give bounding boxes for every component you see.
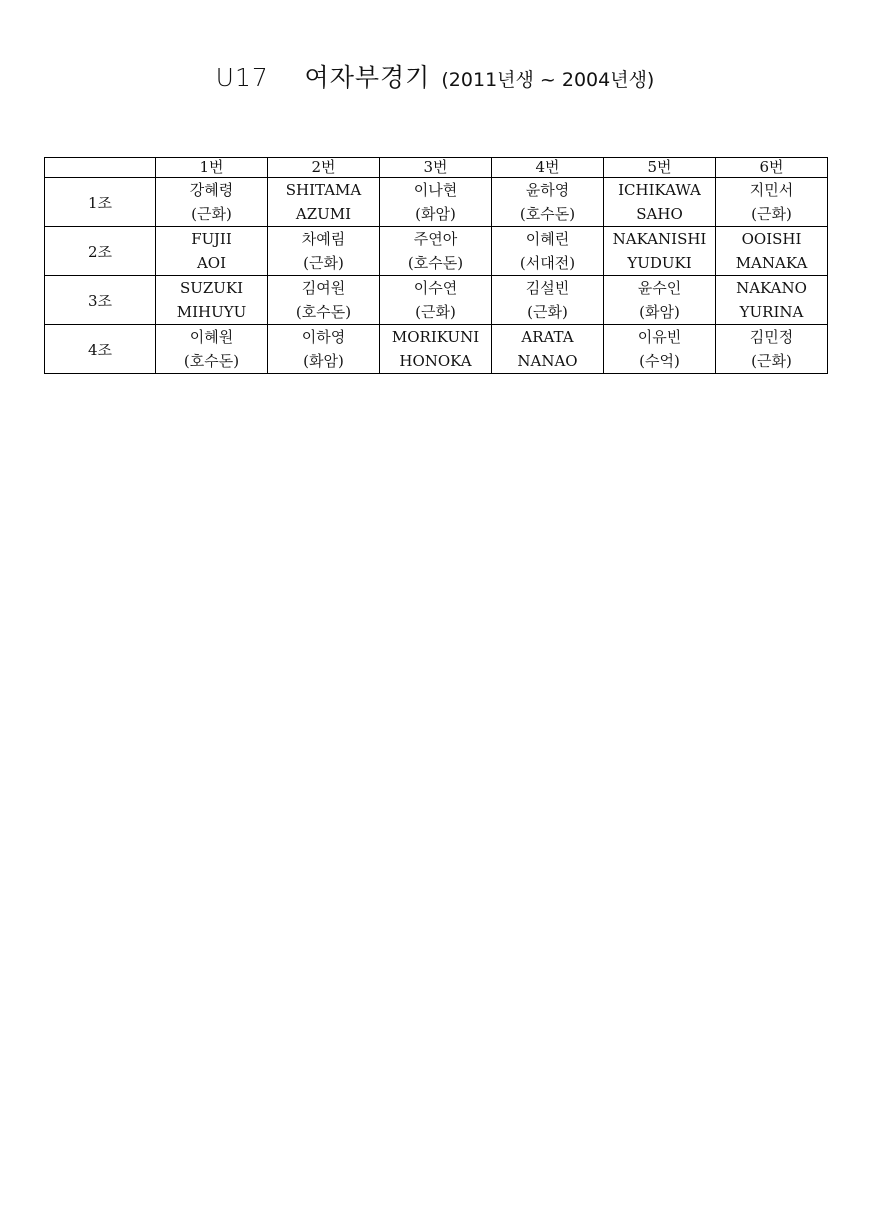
player-name: 차예림 — [301, 230, 346, 248]
player-name: MORIKUNI — [391, 328, 480, 346]
column-header: 2번 — [268, 158, 380, 178]
player-team: (근화) — [303, 254, 344, 272]
player-cell — [604, 325, 716, 374]
player-cell — [268, 178, 380, 227]
player-team: (근화) — [751, 352, 792, 370]
table-row — [45, 178, 828, 227]
player-name: 이혜린 — [525, 230, 570, 248]
group-label: 2조 — [45, 227, 156, 276]
player-name: 이나현 — [413, 181, 458, 199]
player-cell — [604, 227, 716, 276]
player-cell — [716, 276, 828, 325]
player-name: 이수연 — [413, 279, 458, 297]
player-team: (화암) — [415, 205, 456, 223]
player-cell — [604, 178, 716, 227]
player-name: 김설빈 — [525, 279, 570, 297]
player-team: (호수돈) — [519, 205, 576, 223]
player-cell — [492, 276, 604, 325]
player-team: (근화) — [751, 205, 792, 223]
player-team: AZUMI — [295, 205, 352, 223]
player-name: 강혜령 — [189, 181, 234, 199]
player-name: 주연아 — [413, 230, 458, 248]
player-name: NAKANO — [736, 279, 807, 297]
player-cell — [716, 178, 828, 227]
group-label: 3조 — [45, 276, 156, 325]
player-cell — [380, 325, 492, 374]
player-cell — [380, 276, 492, 325]
player-cell — [716, 325, 828, 374]
player-team: YUDUKI — [627, 254, 692, 272]
player-cell — [156, 276, 268, 325]
column-header: 1번 — [156, 158, 268, 178]
player-team: (근화) — [191, 205, 232, 223]
player-team: (수억) — [639, 352, 680, 370]
player-name: ICHIKAWA — [618, 181, 701, 199]
player-team: MANAKA — [735, 254, 808, 272]
group-label: 1조 — [45, 178, 156, 227]
player-name: OOISHI — [741, 230, 802, 248]
player-team: (서대전) — [519, 254, 576, 272]
column-header: 3번 — [380, 158, 492, 178]
player-cell — [156, 178, 268, 227]
player-cell — [492, 227, 604, 276]
player-name: NAKANISHI — [612, 230, 707, 248]
player-team: (화암) — [303, 352, 344, 370]
document-title — [0, 58, 870, 101]
player-name: 이유빈 — [637, 328, 682, 346]
player-name: 윤수인 — [637, 279, 682, 297]
player-cell — [156, 227, 268, 276]
column-header: 5번 — [604, 158, 716, 178]
bracket-table — [44, 157, 828, 374]
player-team: YURINA — [739, 303, 804, 321]
player-cell — [268, 227, 380, 276]
player-team: SAHO — [636, 205, 683, 223]
player-name: 이하영 — [301, 328, 346, 346]
player-cell — [156, 325, 268, 374]
corner-cell — [45, 158, 156, 178]
player-cell — [716, 227, 828, 276]
header-row — [45, 158, 828, 178]
table-row — [45, 325, 828, 374]
player-name: 김민정 — [749, 328, 794, 346]
player-team: (화암) — [639, 303, 680, 321]
player-team: (호수돈) — [407, 254, 464, 272]
player-team: (호수돈) — [183, 352, 240, 370]
title-main: U17 여자부경기 — [215, 63, 431, 92]
group-label: 4조 — [45, 325, 156, 374]
player-team: AOI — [196, 254, 227, 272]
player-name: SUZUKI — [179, 279, 244, 297]
title-subtitle: (2011년생 ~ 2004년생) — [441, 69, 655, 91]
player-name: 김여원 — [301, 279, 346, 297]
player-name: 이혜원 — [189, 328, 234, 346]
player-team: (근화) — [527, 303, 568, 321]
player-cell — [492, 325, 604, 374]
player-name: ARATA — [521, 328, 574, 346]
player-cell — [604, 276, 716, 325]
player-name: SHITAMA — [285, 181, 362, 199]
table-row — [45, 276, 828, 325]
player-name: FUJII — [191, 230, 232, 248]
player-cell — [380, 178, 492, 227]
player-cell — [268, 276, 380, 325]
player-name: 윤하영 — [525, 181, 570, 199]
player-name: 지민서 — [749, 181, 794, 199]
player-team: (근화) — [415, 303, 456, 321]
table-row — [45, 227, 828, 276]
player-team: HONOKA — [399, 352, 472, 370]
player-team: NANAO — [517, 352, 578, 370]
player-team: MIHUYU — [176, 303, 247, 321]
column-header: 6번 — [716, 158, 828, 178]
player-cell — [268, 325, 380, 374]
player-cell — [492, 178, 604, 227]
column-header: 4번 — [492, 158, 604, 178]
player-cell — [380, 227, 492, 276]
player-team: (호수돈) — [295, 303, 352, 321]
